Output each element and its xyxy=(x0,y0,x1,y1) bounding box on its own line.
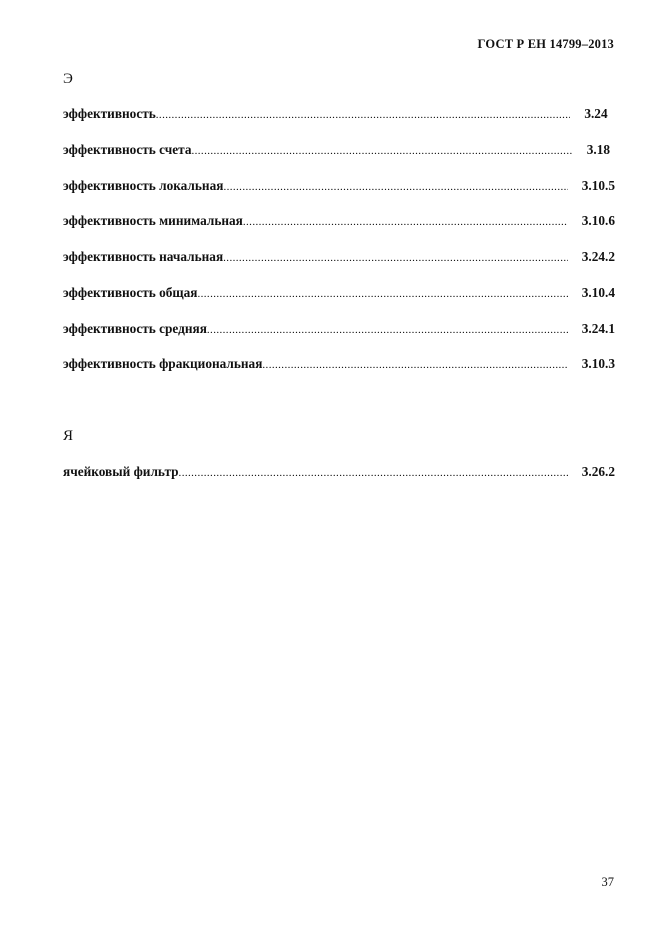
index-term: эффективность средняя xyxy=(63,321,207,336)
dot-leader xyxy=(191,145,572,157)
index-term: ячейковый фильтр xyxy=(63,464,179,479)
dot-leader xyxy=(179,467,568,479)
index-entry xyxy=(63,356,615,374)
index-term: эффективность xyxy=(63,106,156,121)
index-entry xyxy=(63,213,615,231)
index-entry xyxy=(63,106,615,124)
index-term: эффективность общая xyxy=(63,285,198,300)
index-term: эффективность начальная xyxy=(63,249,224,264)
index-reference: 3.10.5 xyxy=(581,178,615,193)
index-entry xyxy=(63,285,615,303)
index-reference: 3.10.3 xyxy=(581,356,615,371)
index-entry xyxy=(63,321,615,339)
index-term: эффективность счета xyxy=(63,142,192,157)
dot-leader xyxy=(223,181,567,193)
index-entry xyxy=(63,142,615,160)
index-reference: 3.26.2 xyxy=(581,464,615,479)
section-letter-e: Э xyxy=(63,71,73,87)
index-entry xyxy=(63,249,615,267)
index-reference: 3.24.1 xyxy=(581,321,615,336)
dot-leader xyxy=(262,359,567,371)
index-term: эффективность локальная xyxy=(63,178,224,193)
dot-leader xyxy=(223,252,568,264)
dot-leader xyxy=(197,288,567,300)
page-number: 37 xyxy=(601,875,614,889)
dot-leader xyxy=(156,109,571,121)
document-header: ГОСТ Р ЕН 14799–2013 xyxy=(477,37,614,51)
dot-leader xyxy=(243,216,568,228)
index-reference: 3.18 xyxy=(586,142,611,157)
index-entry xyxy=(63,464,615,482)
index-entry xyxy=(63,178,615,196)
index-reference: 3.24 xyxy=(584,106,608,121)
dot-leader xyxy=(207,324,568,336)
section-letter-ya: Я xyxy=(63,428,74,444)
index-reference: 3.24.2 xyxy=(581,249,615,264)
index-term: эффективность фракциональная xyxy=(63,356,263,371)
index-reference: 3.10.6 xyxy=(581,213,615,228)
index-reference: 3.10.4 xyxy=(581,285,615,300)
index-term: эффективность минимальная xyxy=(63,213,243,228)
